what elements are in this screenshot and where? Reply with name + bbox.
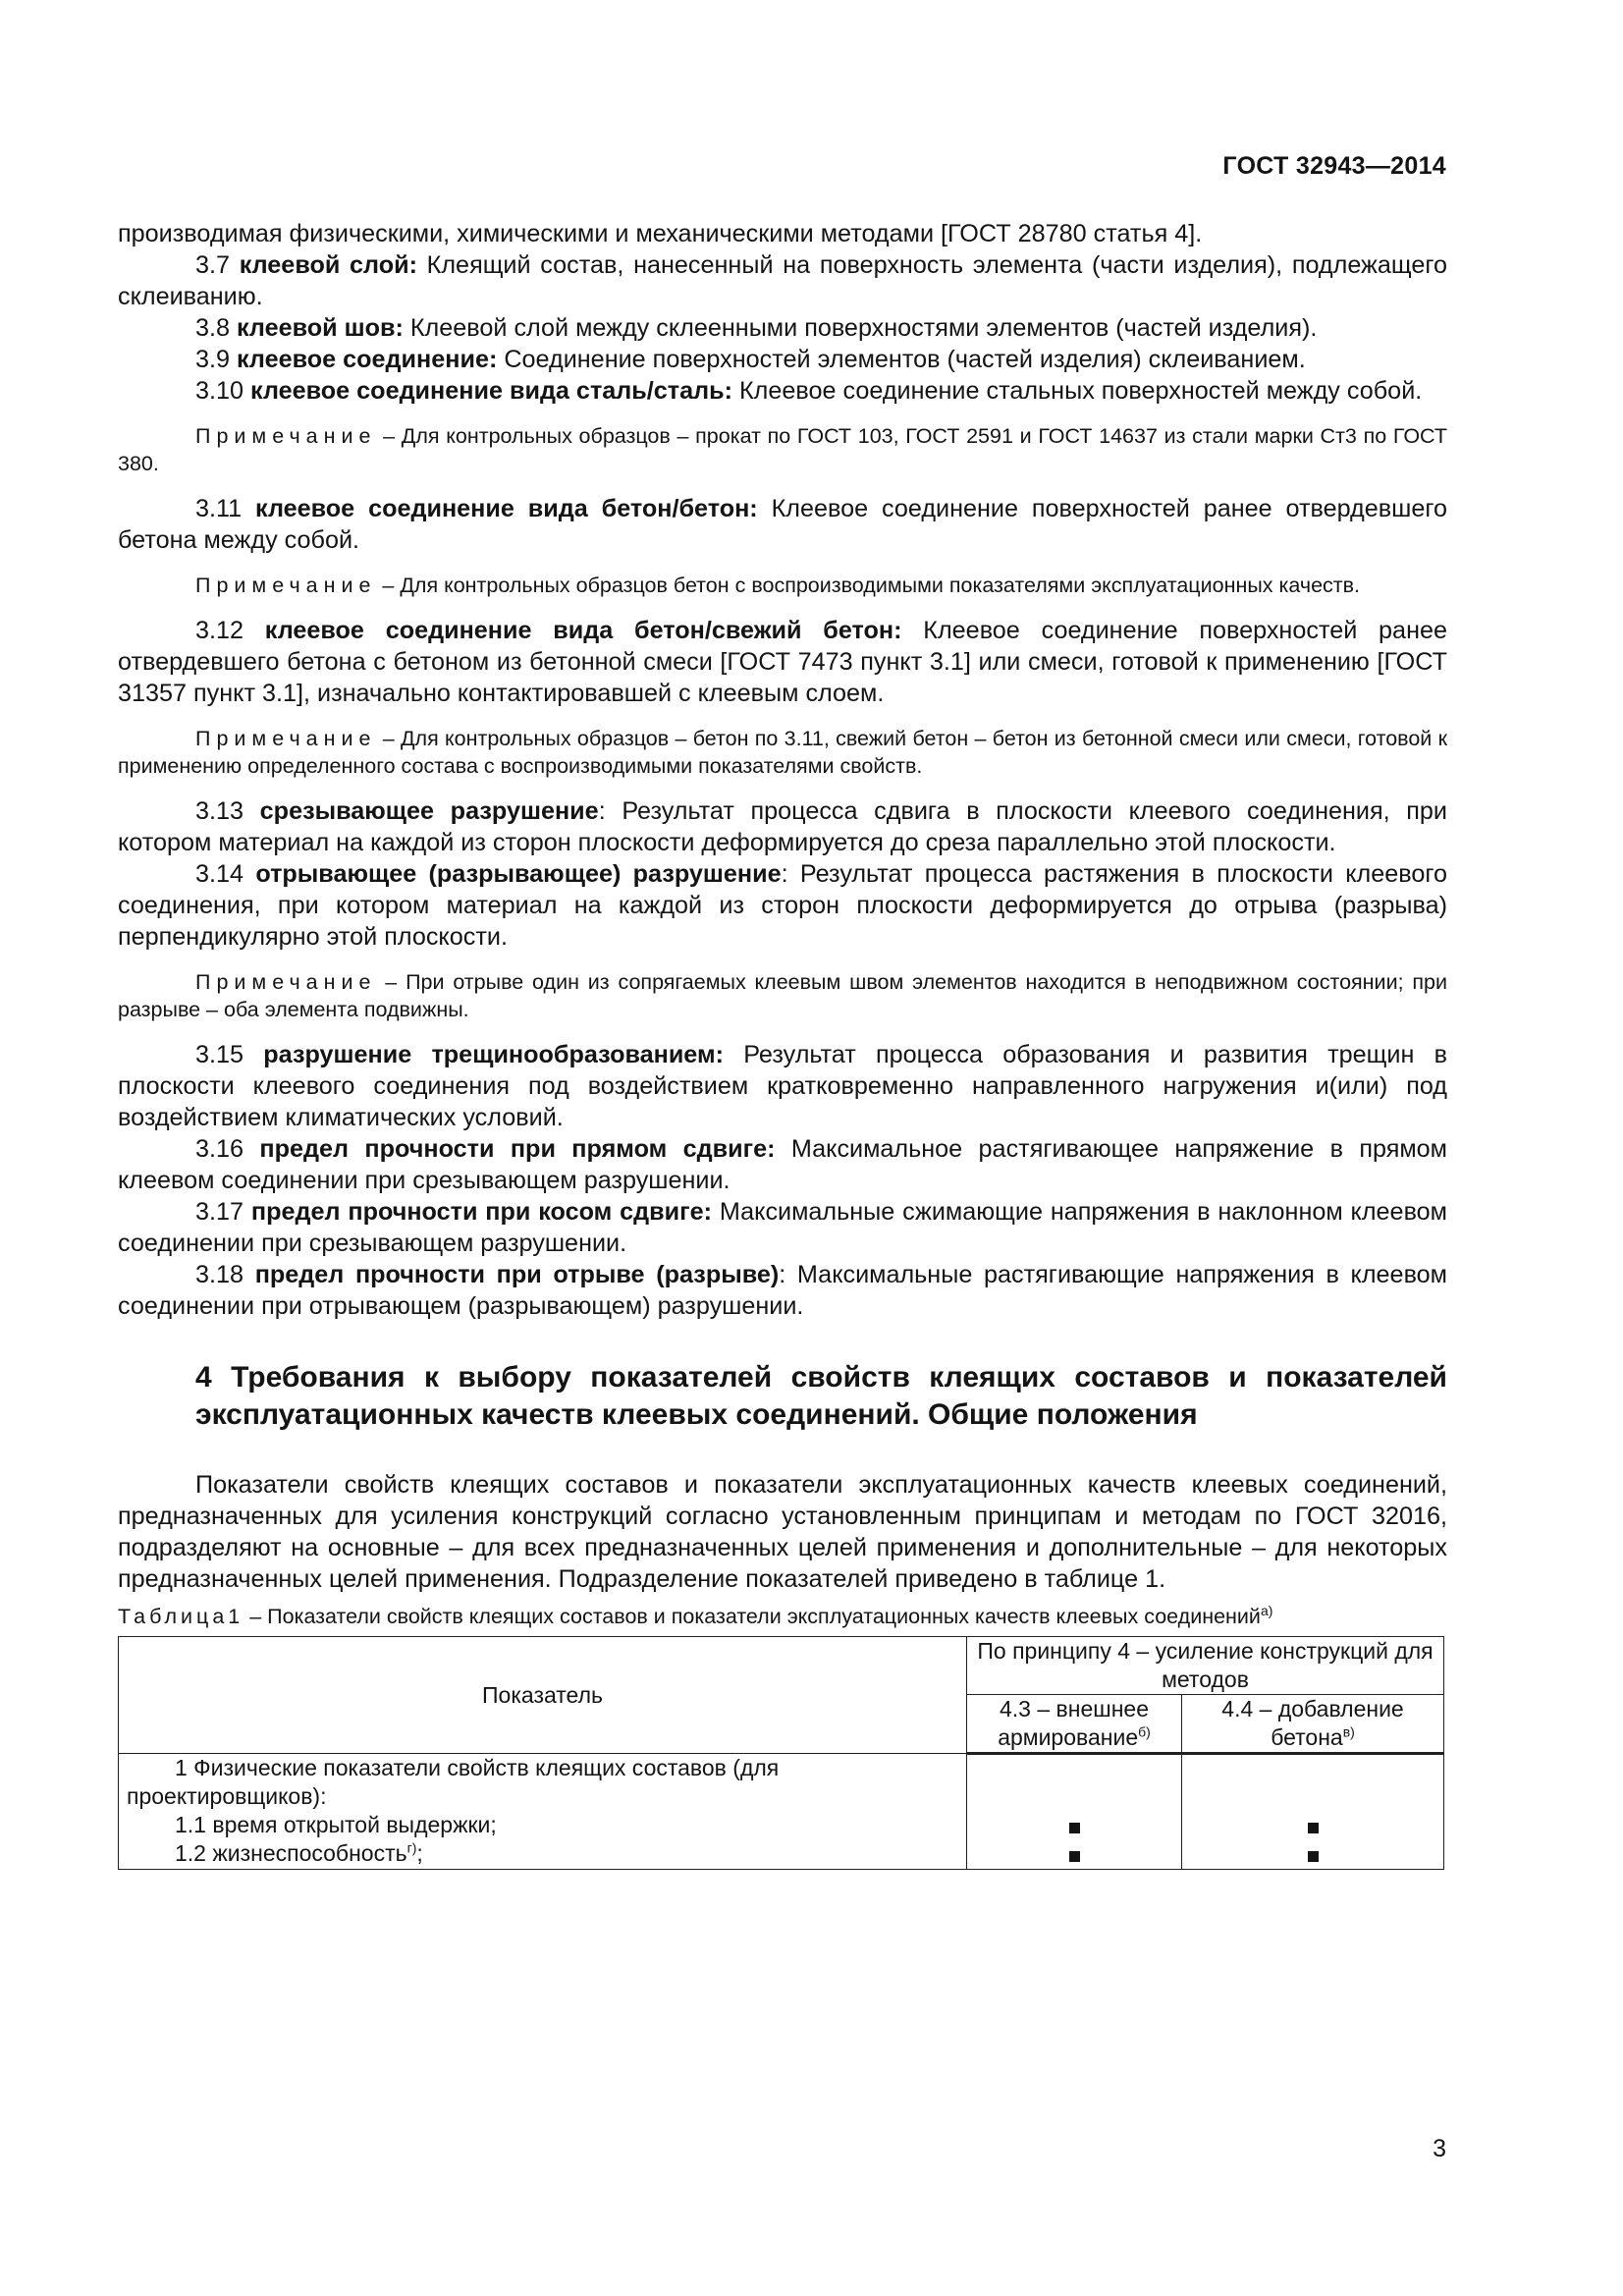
clause-3-16: 3.16 предел прочности при прямом сдвиге: Максимальное растягивающее напряжение в прямом клеевом соединении при срезывающем разрушении. bbox=[118, 1135, 1447, 1194]
clause-3-14: 3.14 отрывающее (разрывающее) разрушение: Результат процесса растяжения в плоскости клеевого соединения, при котором материал на каждой из сторон плоскости деформируется до отрыва (разрыва) перпендикулярно этой плоскости. bbox=[118, 860, 1447, 951]
note-2: Примечание – Для контрольных образцов бетон с воспроизводимыми показателями эксплуатационных качеств. bbox=[195, 574, 1361, 597]
header-indicator: Показатель bbox=[119, 1637, 967, 1754]
term: клеевое соединение: bbox=[237, 346, 498, 373]
clause-3-12: 3.12 клеевое соединение вида бетон/свежий бетон: Клеевое соединение поверхностей ранее отвердевшего бетона с бетоном из бетонной смеси [ГОСТ 7473 пункт 3.1] или смеси, готовой к применению [ГОСТ 31357 пункт 3.1], изначально контактировавшей с клеевым слоем. bbox=[118, 617, 1447, 707]
row-1-1-label: 1.1 время открытой выдержки; bbox=[175, 1812, 497, 1837]
section-4-heading: 4 Требования к выбору показателей свойств клеящих составов и показателей эксплуатационных качеств клеевых соединений. Общие положения bbox=[195, 1361, 1447, 1431]
clause-3-17: 3.17 предел прочности при косом сдвиге: Максимальные сжимающие напряжения в наклонном клеевом соединении при срезывающем разрушении. bbox=[118, 1198, 1447, 1257]
mark-1-2-4-3 bbox=[975, 1840, 1173, 1869]
header-group-principle-4: По принципу 4 – усиление конструкций для методов bbox=[967, 1637, 1444, 1695]
clause-3-18: 3.18 предел прочности при отрыве (разрыве): Максимальные растягивающие напряжения в клеевом соединении при отрывающем (разрывающем) разрушении. bbox=[118, 1261, 1447, 1320]
clause-3-15: 3.15 разрушение трещинообразованием: Результат процесса образования и развития трещин в плоскости клеевого соединения под воздействием кратковременно направленного нагружения и(или) под воздействием климатических условий. bbox=[118, 1041, 1447, 1131]
filled-square-icon bbox=[1308, 1823, 1319, 1833]
clause-3-11: 3.11 клеевое соединение вида бетон/бетон: Клеевое соединение поверхностей ранее отвердевшего бетона между собой. bbox=[118, 495, 1447, 554]
clause-3-9: 3.9 клеевое соединение: Соединение поверхностей элементов (частей изделия) склеиванием. bbox=[195, 346, 1306, 373]
row-cell-indicators bbox=[119, 1754, 967, 1870]
term: клеевой слой: bbox=[239, 251, 417, 279]
term: срезывающее разрушение bbox=[259, 797, 599, 825]
clause-3-7: 3.7 клеевой слой: Клеящий состав, нанесенный на поверхность элемента (части изделия), подлежащего склеиванию. bbox=[118, 251, 1447, 310]
term: предел прочности при прямом сдвиге: bbox=[259, 1135, 776, 1163]
term: клеевое соединение вида бетон/бетон: bbox=[255, 495, 758, 522]
term: предел прочности при отрыве (разрыве) bbox=[254, 1261, 780, 1288]
row-1-label: 1 Физические показатели свойств клеящих составов (для проектировщиков): bbox=[127, 1755, 780, 1809]
filled-square-icon bbox=[1308, 1851, 1319, 1862]
clause-3-8: 3.8 клеевой шов: Клеевой слой между склеенными поверхностями элементов (частей изделия). bbox=[195, 314, 1318, 342]
table-header-row bbox=[119, 1637, 1444, 1695]
term: разрушение трещинообразованием: bbox=[263, 1041, 725, 1068]
clause-3-13: 3.13 срезывающее разрушение: Результат процесса сдвига в плоскости клеевого соединения, при котором материал на каждой из сторон плоскости деформируется до среза параллельно этой плоскости. bbox=[118, 797, 1447, 856]
term: клеевое соединение вида сталь/сталь: bbox=[250, 377, 732, 405]
page-number: 3 bbox=[1433, 2135, 1446, 2162]
mark-1-2-4-4 bbox=[1190, 1840, 1435, 1869]
filled-square-icon bbox=[1069, 1851, 1080, 1862]
note-4: Примечание – При отрыве один из сопрягаемых клеевым швом элементов находится в неподвижном состоянии; при разрыве – оба элемента подвижны. bbox=[118, 970, 1447, 1021]
header-method-4-3: 4.3 – внешнее армирование$^{б)}$ bbox=[967, 1695, 1182, 1754]
page-body bbox=[118, 218, 1447, 1870]
paragraph-continuation: производимая физическими, химическими и механическими методами [ГОСТ 28780 статья 4]. bbox=[118, 220, 1203, 247]
row-cell-4-3 bbox=[967, 1754, 1182, 1870]
mark-1-1-4-4 bbox=[1190, 1812, 1435, 1840]
term: предел прочности при косом сдвиге: bbox=[250, 1198, 712, 1226]
row-cell-4-4 bbox=[1182, 1754, 1444, 1870]
header-method-4-4: 4.4 – добавление бетона$^{в)}$ bbox=[1182, 1695, 1444, 1754]
mark-1-1-4-3 bbox=[975, 1812, 1173, 1840]
document-header: ГОСТ 32943—2014 bbox=[1222, 152, 1446, 180]
term: клеевой шов: bbox=[237, 314, 404, 342]
table-1-caption: Таблица1 – Показатели свойств клеящих составов и показатели эксплуатационных качеств клеевых соединений$^{а)}$ bbox=[118, 1602, 1273, 1628]
section-4-paragraph: Показатели свойств клеящих составов и показатели эксплуатационных качеств клеевых соединений, предназначенных для усиления конструкций согласно установленным принципам и методам по ГОСТ 32016, подразделяют на основные – для всех предназначенных целей применения и дополнительные – для некоторых предназначенных целей применения. Подразделение показателей приведено в таблице 1. bbox=[118, 1471, 1447, 1593]
row-1-2-label: 1.2 жизнеспособность$^{г)}$; bbox=[175, 1839, 423, 1866]
filled-square-icon bbox=[1069, 1823, 1080, 1833]
table-row bbox=[119, 1754, 1444, 1870]
term: отрывающее (разрывающее) разрушение bbox=[255, 860, 782, 888]
term: клеевое соединение вида бетон/свежий бетон: bbox=[264, 617, 902, 644]
clause-3-10: 3.10 клеевое соединение вида сталь/сталь: Клеевое соединение стальных поверхностей между собой. bbox=[195, 377, 1423, 405]
note-3: Примечание – Для контрольных образцов – бетон по 3.11, свежий бетон – бетон из бетонной смеси или смеси, готовой к применению определенного состава с воспроизводимыми показателями свойств. bbox=[118, 727, 1447, 778]
note-1: Примечание – Для контрольных образцов – прокат по ГОСТ 103, ГОСТ 2591 и ГОСТ 14637 из стали марки Ст3 по ГОСТ 380. bbox=[118, 424, 1447, 475]
table-1 bbox=[118, 1636, 1444, 1870]
